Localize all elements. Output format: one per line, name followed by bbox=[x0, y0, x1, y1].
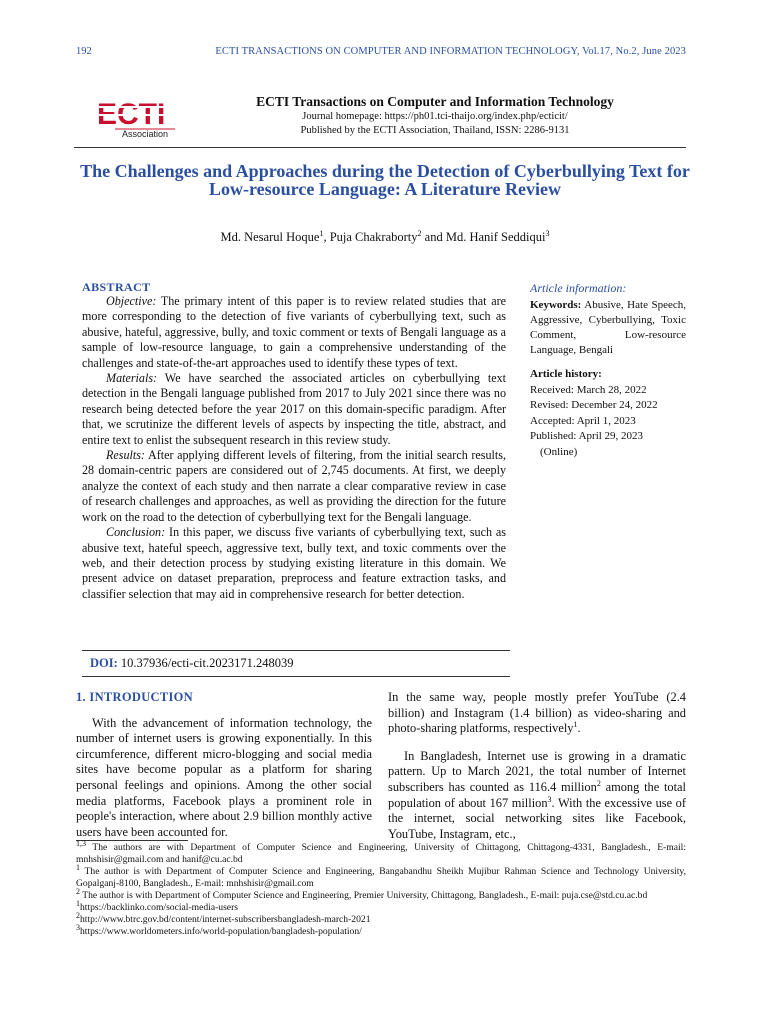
author-name: Puja Chakraborty bbox=[329, 230, 418, 244]
footnote-text: The authors are with Department of Computer Science and Engineering, University of Chittagong, Chittagong-4331, Bangladesh., E-mail: mnhshisir@gmail.com and hanif@cu.ac.bd bbox=[76, 842, 686, 865]
footnotes bbox=[76, 838, 686, 938]
abstract-paragraph bbox=[82, 371, 506, 448]
abstract-paragraph bbox=[82, 448, 506, 525]
footnote-marker[interactable]: 1 bbox=[573, 720, 578, 730]
footnote-mark: 3 bbox=[76, 922, 80, 932]
masthead bbox=[180, 94, 690, 138]
footnote-url[interactable]: http://www.btrc.gov.bd/content/internet-subscribersbangladesh-march-2021 bbox=[80, 914, 371, 925]
keywords-list: Abusive, Hate Speech, Aggressive, Cyberbullying, Toxic Comment, Low-resource Language, Bengali bbox=[530, 299, 686, 356]
footnote-mark: 1 bbox=[76, 898, 80, 908]
body-text: In the same way, people mostly prefer YouTube (2.4 billion) and Instagram (1.4 billion) as video-sharing and photo-sharing platforms, respectively bbox=[388, 690, 686, 736]
footnote-mark: 1,3 bbox=[76, 838, 86, 848]
keywords bbox=[530, 298, 686, 358]
body-text: among the total population of about 167 million bbox=[388, 779, 686, 810]
url-footnote bbox=[76, 898, 686, 914]
section-heading: 1. INTRODUCTION bbox=[76, 690, 194, 704]
journal-name: ECTI Transactions on Computer and Information Technology bbox=[256, 94, 614, 109]
affiliation-footnote bbox=[76, 862, 686, 890]
affiliation-footnote bbox=[76, 886, 686, 902]
author-affiliation-mark: 3 bbox=[545, 228, 550, 238]
affiliation-footnote bbox=[76, 838, 686, 866]
online-note: (Online) bbox=[540, 445, 578, 458]
revised-date: Revised: December 24, 2022 bbox=[530, 399, 658, 411]
abstract-body bbox=[82, 294, 506, 602]
article-history bbox=[530, 367, 686, 460]
author-list bbox=[80, 230, 690, 245]
paper-title: The Challenges and Approaches during the Detection of Cyberbullying Text for Low-resource Language: A Literature Review bbox=[80, 161, 690, 199]
masthead-divider bbox=[74, 147, 686, 148]
keywords-label: Keywords: bbox=[530, 299, 582, 311]
accepted-date: Accepted: April 1, 2023 bbox=[530, 414, 636, 427]
abstract-label: Materials: bbox=[106, 371, 158, 386]
author-name: Md. Nesarul Hoque bbox=[220, 230, 320, 244]
author-affiliation-mark: 1 bbox=[319, 228, 324, 238]
logo-sub-text: Association bbox=[122, 129, 169, 139]
page-number: 192 bbox=[76, 46, 92, 57]
journal-homepage: Journal homepage: https://ph01.tci-thaijo.org/index.php/ecticit/ bbox=[302, 111, 568, 122]
body-column-left bbox=[76, 690, 372, 840]
abstract-paragraph bbox=[82, 294, 506, 371]
footnote-url[interactable]: https://backlinko.com/social-media-users bbox=[80, 902, 238, 913]
doi-link[interactable]: 10.37936/ecti-cit.2023171.248039 bbox=[120, 656, 294, 670]
journal-running-title: ECTI TRANSACTIONS ON COMPUTER AND INFORMATION TECHNOLOGY, Vol.17, No.2, June 2023 bbox=[215, 46, 686, 57]
publisher-line: Published by the ECTI Association, Thailand, ISSN: 2286-9131 bbox=[300, 125, 570, 136]
doi-line bbox=[90, 656, 293, 671]
received-date: Received: March 28, 2022 bbox=[530, 383, 647, 396]
body-text: . bbox=[577, 721, 581, 736]
abstract-text: The primary intent of this paper is to review related studies that are more corresponding to the detection of five variants of cyberbullying text, such as abusive, hateful, aggressive, bully, and toxic comment or texts of Bengali language as a sample of low-resource language, to gain a comprehensive understanding of the challenges and state-of-the-art approaches used to identify these types of text. bbox=[82, 294, 506, 370]
abstract-label: Objective: bbox=[106, 294, 157, 308]
logo-main-text: ECTI bbox=[97, 98, 166, 131]
abstract-text: In this paper, we discuss five variants of cyberbullying text, such as abusive text, hateful speech, aggressive text, bully text, and toxic comments over the web, and their detection process by studying existing literature in this domain. We present advice on dataset preparation, preprocess and feature extraction tasks, and classifier selection that may aid in comprehensive research for better detection. bbox=[82, 525, 506, 601]
author-affiliation-mark: 2 bbox=[417, 228, 422, 238]
author-separator: , bbox=[323, 230, 330, 244]
published-date: Published: April 29, 2023 bbox=[530, 430, 644, 442]
doi-top-rule bbox=[82, 650, 510, 651]
url-footnote bbox=[76, 910, 686, 926]
body-text: In Bangladesh, Internet use is growing in a dramatic pattern. Up to March 2021, the total number of Internet subscribers has counted as 116.4 million bbox=[388, 748, 686, 794]
author-name: Md. Hanif Seddiqui bbox=[445, 230, 546, 244]
doi-label: DOI: bbox=[90, 656, 118, 670]
footnote-mark: 2 bbox=[76, 886, 80, 896]
ecti-logo bbox=[95, 96, 177, 140]
body-column-right bbox=[388, 690, 686, 842]
footnote-marker[interactable]: 3 bbox=[547, 794, 552, 804]
article-information bbox=[530, 281, 686, 460]
body-paragraph bbox=[388, 749, 686, 843]
body-text: . With the excessive use of the internet, social networking sites like Facebook, YouTube, Instagram, etc., bbox=[388, 795, 687, 841]
footnote-text: The author is with Department of Computer Science and Engineering, Bangabandhu Sheikh Mujibur Rahman Science and Technology University, Gopalganj-8100, Bangladesh., E-mail: mnhshisir@gmail.com bbox=[76, 866, 686, 889]
body-paragraph bbox=[388, 690, 686, 737]
footnote-url[interactable]: https://www.worldometers.info/world-population/bangladesh-population/ bbox=[80, 926, 362, 937]
article-info-heading: Article information: bbox=[530, 281, 627, 295]
doi-bottom-rule bbox=[82, 676, 510, 677]
abstract-label: Results: bbox=[106, 448, 145, 463]
footnote-text: The author is with Department of Computer Science and Engineering, Premier University, Chittagong, Bangladesh., E-mail: puja.cse@std.cu.ac.bd bbox=[80, 890, 648, 901]
author-separator: and bbox=[421, 230, 446, 244]
abstract-paragraph bbox=[82, 525, 506, 602]
body-paragraph: With the advancement of information technology, the number of internet users is growing exponentially. In this circumference, different micro-blogging and social media sites have become popular as a platform for sharing personal feelings and opinions. Among the other social media platforms, Facebook plays a prominent role in people's interaction, where about 2.9 billion monthly active users have been accounted for. bbox=[76, 715, 372, 839]
url-footnote bbox=[76, 922, 686, 938]
abstract-text: After applying different levels of filtering, from the initial search results, 28 domain-centric papers are considered out of 2,745 documents. At first, we deeply analyze the context of each study and then narrate a clear comparative review in case of research challenges and approaches, as well as providing the direction for the future work on the road to the detection of cyberbullying text for the Bengali language. bbox=[82, 448, 506, 524]
footnote-mark: 2 bbox=[76, 910, 80, 920]
abstract-text: We have searched the associated articles on cyberbullying text detection in the Bengali language published from 2017 to July 2021 since there was no research being detected before the year 2017 on this domain-specific paradigm. After that, we scrutinize the different levels of aspects by inspecting the title, abstract, and entire text to enlist the subsequent research in this review study. bbox=[82, 371, 506, 447]
abstract-label: Conclusion: bbox=[106, 525, 166, 540]
footnote-rule bbox=[76, 840, 188, 841]
footnote-mark: 1 bbox=[76, 862, 80, 872]
history-label: Article history: bbox=[530, 368, 602, 380]
footnote-marker[interactable]: 2 bbox=[596, 778, 601, 788]
abstract-heading: ABSTRACT bbox=[82, 280, 151, 294]
